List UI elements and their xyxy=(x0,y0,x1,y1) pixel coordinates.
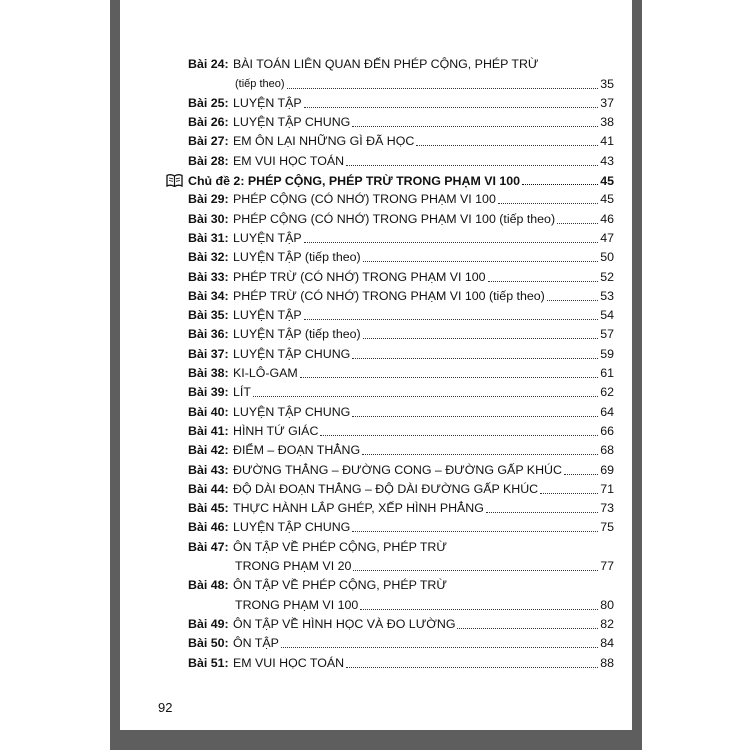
dot-leader xyxy=(360,609,598,610)
entry-body xyxy=(233,613,614,632)
entry-body xyxy=(233,516,614,535)
page-ref: 38 xyxy=(600,115,614,130)
entry-line xyxy=(233,130,614,149)
toc-entry[interactable] xyxy=(188,285,614,304)
lesson-title: LUYỆN TẬP CHUNG xyxy=(233,404,351,419)
lesson-title: PHÉP CỘNG (CÓ NHỚ) TRONG PHẠM VI 100 (tiếp theo) xyxy=(233,211,556,226)
page-ref: 69 xyxy=(600,462,614,477)
toc-entry[interactable] xyxy=(188,400,614,419)
entry-line xyxy=(233,613,614,632)
page-ref: 80 xyxy=(600,597,614,612)
lesson-number: Bài 41: xyxy=(188,423,229,438)
dot-leader xyxy=(362,454,598,455)
entry-body xyxy=(233,632,614,651)
entry-body xyxy=(233,458,614,477)
entry-line xyxy=(233,246,614,265)
toc-entry[interactable] xyxy=(188,188,614,207)
lesson-title: KI-LÔ-GAM xyxy=(233,366,298,381)
lesson-title: PHÉP TRỪ (CÓ NHỚ) TRONG PHẠM VI 100 xyxy=(233,269,486,284)
entry-body xyxy=(233,439,614,458)
entry-line xyxy=(233,342,614,361)
page-ref: 47 xyxy=(600,230,614,245)
toc-entry[interactable] xyxy=(188,53,614,92)
entry-line xyxy=(233,381,614,400)
lesson-number: Bài 44: xyxy=(188,481,229,496)
page-ref: 37 xyxy=(600,95,614,110)
lesson-title: EM ÔN LẠI NHỮNG GÌ ĐÃ HỌC xyxy=(233,134,415,149)
dot-leader xyxy=(352,126,598,127)
entry-body xyxy=(233,53,614,92)
page-ref: 43 xyxy=(600,153,614,168)
entry-line xyxy=(233,149,614,168)
toc-entry[interactable] xyxy=(188,92,614,111)
lesson-title: PHÉP CỘNG (CÓ NHỚ) TRONG PHẠM VI 100 xyxy=(233,192,496,207)
page-ref: 57 xyxy=(600,327,614,342)
toc-entry[interactable] xyxy=(188,420,614,439)
page-ref: 68 xyxy=(600,443,614,458)
lesson-number: Bài 25: xyxy=(188,95,229,110)
dot-leader xyxy=(353,570,598,571)
toc-entry[interactable] xyxy=(188,497,614,516)
page-ref: 50 xyxy=(600,250,614,265)
lesson-title: ĐỘ DÀI ĐOẠN THẲNG – ĐỘ DÀI ĐƯỜNG GẤP KHÚC xyxy=(233,481,539,496)
lesson-title: LUYỆN TẬP CHUNG xyxy=(233,520,351,535)
lesson-title: PHÉP TRỪ (CÓ NHỚ) TRONG PHẠM VI 100 (tiếp theo) xyxy=(233,288,545,303)
entry-line xyxy=(233,207,614,226)
entry-body xyxy=(233,497,614,516)
lesson-number: Bài 34: xyxy=(188,288,229,303)
page-ref: 73 xyxy=(600,501,614,516)
entry-body xyxy=(233,285,614,304)
dot-leader xyxy=(488,281,599,282)
entry-line xyxy=(233,188,614,207)
entry-line xyxy=(233,420,614,439)
entry-line xyxy=(233,362,614,381)
toc-entry[interactable] xyxy=(188,439,614,458)
entry-body xyxy=(233,304,614,323)
dot-leader xyxy=(320,435,598,436)
lesson-title-continued: (tiếp theo) xyxy=(235,77,285,90)
page-ref: 77 xyxy=(600,559,614,574)
dot-leader xyxy=(363,338,599,339)
page-ref: 53 xyxy=(600,288,614,303)
toc-entry[interactable] xyxy=(188,574,614,613)
entry-body xyxy=(233,130,614,149)
lesson-number: Bài 28: xyxy=(188,153,229,168)
dot-leader xyxy=(346,165,598,166)
lesson-title: THỰC HÀNH LẮP GHÉP, XẾP HÌNH PHẲNG xyxy=(233,501,484,516)
page-ref: 45 xyxy=(600,192,614,207)
entry-line xyxy=(233,516,614,535)
toc-entry[interactable] xyxy=(188,246,614,265)
lesson-number: Bài 31: xyxy=(188,230,229,245)
dot-leader xyxy=(304,242,599,243)
entry-line-2 xyxy=(233,72,614,91)
page-ref: 45 xyxy=(600,174,614,189)
book-icon xyxy=(166,174,183,187)
dot-leader xyxy=(300,377,598,378)
entry-body xyxy=(233,207,614,226)
entry-body xyxy=(233,651,614,670)
lesson-number: Bài 45: xyxy=(188,501,229,516)
entry-line xyxy=(233,478,614,497)
entry-line xyxy=(233,400,614,419)
dot-leader xyxy=(564,474,598,475)
dot-leader xyxy=(540,493,598,494)
entry-line xyxy=(233,651,614,670)
toc-entry[interactable] xyxy=(188,632,614,651)
entry-line xyxy=(233,458,614,477)
toc-entry[interactable] xyxy=(188,304,614,323)
entry-body xyxy=(233,535,614,574)
lesson-title: ÔN TẬP VỀ HÌNH HỌC VÀ ĐO LƯỜNG xyxy=(233,616,456,631)
lesson-number: Bài 39: xyxy=(188,385,229,400)
dot-leader xyxy=(352,416,598,417)
page-ref: 54 xyxy=(600,308,614,323)
page-ref: 62 xyxy=(600,385,614,400)
entry-body xyxy=(233,323,614,342)
toc-entry[interactable] xyxy=(188,651,614,670)
lesson-title: LUYỆN TẬP (tiếp theo) xyxy=(233,250,361,265)
toc-entry[interactable] xyxy=(188,478,614,497)
lesson-number: Bài 40: xyxy=(188,404,229,419)
entry-line-1 xyxy=(233,574,614,593)
page-ref: 52 xyxy=(600,269,614,284)
lesson-title: LUYỆN TẬP (tiếp theo) xyxy=(233,327,361,342)
dot-leader xyxy=(304,107,599,108)
dot-leader xyxy=(498,203,598,204)
entry-line xyxy=(233,497,614,516)
entry-body xyxy=(233,188,614,207)
lesson-title: ÔN TẬP VỀ PHÉP CỘNG, PHÉP TRỪ xyxy=(233,539,447,554)
lesson-number: Bài 50: xyxy=(188,636,229,651)
lesson-title: LUYỆN TẬP CHUNG xyxy=(233,115,351,130)
lesson-title: LÍT xyxy=(233,385,251,400)
dot-leader xyxy=(457,628,598,629)
dot-leader xyxy=(522,184,598,185)
dot-leader xyxy=(557,223,598,224)
lesson-number: Bài 47: xyxy=(188,539,229,554)
entry-body xyxy=(233,342,614,361)
entry-body xyxy=(233,149,614,168)
lesson-title-continued: TRONG PHẠM VI 100 xyxy=(235,597,359,612)
lesson-title: EM VUI HỌC TOÁN xyxy=(233,153,345,168)
lesson-number: Bài 27: xyxy=(188,134,229,149)
page-ref: 64 xyxy=(600,404,614,419)
entry-line xyxy=(233,304,614,323)
entry-line-1 xyxy=(233,535,614,554)
entry-body xyxy=(233,246,614,265)
lesson-number: Bài 26: xyxy=(188,115,229,130)
lesson-title: LUYỆN TẬP CHUNG xyxy=(233,346,351,361)
toc-entry[interactable] xyxy=(188,381,614,400)
entry-line xyxy=(233,439,614,458)
page-ref: 88 xyxy=(600,655,614,670)
entry-line xyxy=(233,285,614,304)
dot-leader xyxy=(486,512,598,513)
entry-body xyxy=(233,381,614,400)
lesson-number: Bài 46: xyxy=(188,520,229,535)
entry-body xyxy=(233,111,614,130)
lesson-number: Bài 48: xyxy=(188,578,229,593)
dot-leader xyxy=(304,319,599,320)
entry-body xyxy=(233,574,614,613)
lesson-title: ÔN TẬP VỀ PHÉP CỘNG, PHÉP TRỪ xyxy=(233,578,447,593)
page-ref: 35 xyxy=(600,76,614,91)
page-ref: 66 xyxy=(600,423,614,438)
entry-line-2 xyxy=(233,555,614,574)
entry-line xyxy=(233,111,614,130)
lesson-number: Bài 51: xyxy=(188,655,229,670)
toc-entry[interactable] xyxy=(188,111,614,130)
lesson-number: Bài 38: xyxy=(188,366,229,381)
entry-body xyxy=(233,362,614,381)
toc-entry[interactable] xyxy=(188,130,614,149)
lesson-number: Bài 36: xyxy=(188,327,229,342)
entry-body xyxy=(233,227,614,246)
lesson-title: HÌNH TỨ GIÁC xyxy=(233,423,319,438)
dot-leader xyxy=(352,531,598,532)
lesson-number: Bài 24: xyxy=(188,57,229,72)
table-of-contents xyxy=(188,53,614,671)
page-ref: 82 xyxy=(600,616,614,631)
toc-entry[interactable] xyxy=(188,516,614,535)
lesson-title: ĐIỂM – ĐOẠN THẲNG xyxy=(233,443,361,458)
lesson-title: BÀI TOÁN LIÊN QUAN ĐẾN PHÉP CỘNG, PHÉP TRỪ xyxy=(233,57,539,72)
toc-entry[interactable] xyxy=(188,149,614,168)
entry-line xyxy=(233,92,614,111)
page-ref: 84 xyxy=(600,636,614,651)
toc-entry[interactable] xyxy=(188,535,614,574)
lesson-title: EM VUI HỌC TOÁN xyxy=(233,655,345,670)
entry-line xyxy=(233,323,614,342)
lesson-number: Bài 29: xyxy=(188,192,229,207)
lesson-number: Bài 32: xyxy=(188,250,229,265)
entry-body xyxy=(233,400,614,419)
lesson-number: Bài 35: xyxy=(188,308,229,323)
page-ref: 71 xyxy=(600,481,614,496)
toc-entry[interactable] xyxy=(188,342,614,361)
dot-leader xyxy=(416,145,598,146)
dot-leader xyxy=(253,396,598,397)
lesson-title: ÔN TẬP xyxy=(233,636,279,651)
dot-leader xyxy=(352,358,598,359)
lesson-number: Bài 30: xyxy=(188,211,229,226)
chapter-heading[interactable] xyxy=(188,169,614,188)
entry-line xyxy=(233,227,614,246)
chapter-title: Chủ đề 2: PHÉP CỘNG, PHÉP TRỪ TRONG PHẠM VI 100 xyxy=(188,174,521,189)
lesson-number: Bài 42: xyxy=(188,443,229,458)
dot-leader xyxy=(346,667,598,668)
lesson-number: Bài 37: xyxy=(188,346,229,361)
toc-entry[interactable] xyxy=(188,362,614,381)
toc-entry[interactable] xyxy=(188,613,614,632)
lesson-title: LUYỆN TẬP xyxy=(233,308,302,323)
dot-leader xyxy=(363,261,599,262)
dot-leader xyxy=(547,300,598,301)
entry-body xyxy=(233,265,614,284)
entry-body xyxy=(233,478,614,497)
lesson-title: ĐƯỜNG THẲNG – ĐƯỜNG CONG – ĐƯỜNG GẤP KHÚC xyxy=(233,462,562,477)
lesson-title: LUYỆN TẬP xyxy=(233,95,302,110)
entry-line-2 xyxy=(233,593,614,612)
page-ref: 61 xyxy=(600,366,614,381)
entry-body xyxy=(233,92,614,111)
page-ref: 41 xyxy=(600,134,614,149)
entry-body xyxy=(233,420,614,439)
entry-line-1 xyxy=(233,53,614,72)
page-number: 92 xyxy=(158,700,173,715)
toc-entry[interactable] xyxy=(188,227,614,246)
entry-line xyxy=(233,265,614,284)
page-ref: 75 xyxy=(600,520,614,535)
entry-line xyxy=(233,632,614,651)
dot-leader xyxy=(281,647,598,648)
lesson-title-continued: TRONG PHẠM VI 20 xyxy=(235,559,352,574)
lesson-title: LUYỆN TẬP xyxy=(233,230,302,245)
page-ref: 59 xyxy=(600,346,614,361)
toc-entry[interactable] xyxy=(188,265,614,284)
dot-leader xyxy=(287,88,599,89)
toc-entry[interactable] xyxy=(188,207,614,226)
lesson-number: Bài 49: xyxy=(188,616,229,631)
page-ref: 46 xyxy=(600,211,614,226)
toc-entry[interactable] xyxy=(188,323,614,342)
lesson-number: Bài 43: xyxy=(188,462,229,477)
book-page xyxy=(120,0,632,730)
lesson-number: Bài 33: xyxy=(188,269,229,284)
toc-entry[interactable] xyxy=(188,458,614,477)
